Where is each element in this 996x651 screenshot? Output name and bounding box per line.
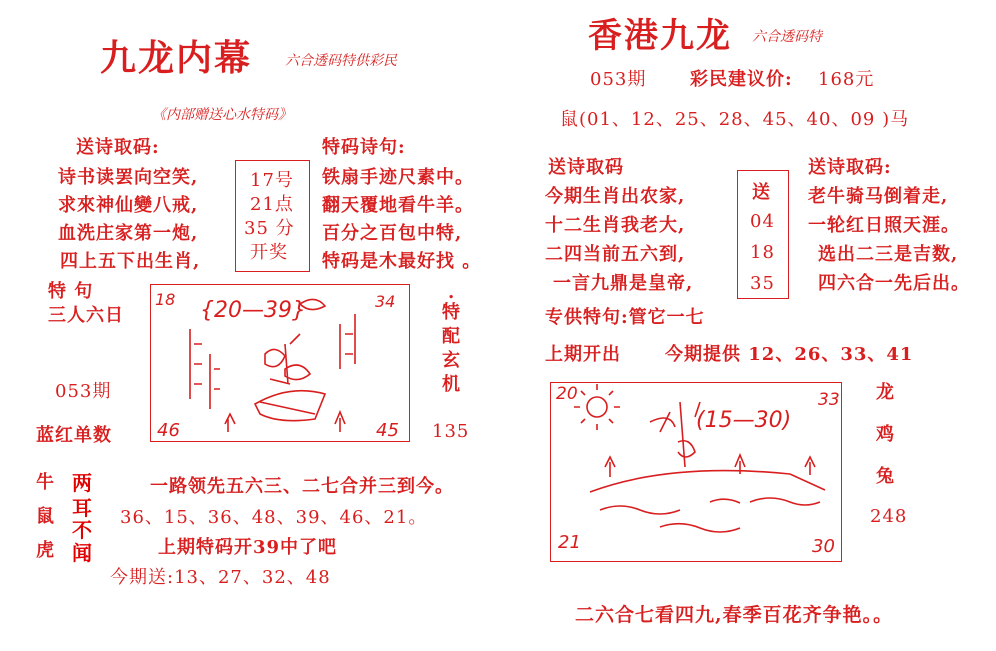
tema-line: 特码是木最好找 。	[322, 251, 482, 272]
last-open-label: 上期开出	[545, 344, 621, 365]
schedule-line: 21点	[250, 194, 294, 215]
right-subtitle: 六合透码特	[752, 29, 822, 45]
send-box-item: 04	[750, 211, 775, 232]
left-poem-line: 求來神仙變八戒,	[58, 195, 199, 216]
left-poem-line: 血洗庄家第一炮,	[58, 223, 199, 244]
right-col-char: 机	[442, 374, 461, 395]
left-issue: 053期	[55, 381, 112, 402]
left-poem-header: 送诗取码:	[76, 137, 160, 158]
special-line: 专供特句:管它一七	[545, 307, 705, 328]
tema-header: 特码诗句:	[322, 137, 406, 158]
tema-line: 百分之百包中特,	[322, 223, 463, 244]
red-char: 不	[72, 518, 92, 542]
right-col-char: 鸡	[876, 424, 895, 445]
right-poem-line: 一言九鼎是皇帝,	[553, 273, 694, 294]
right-col-char: 玄	[442, 350, 461, 371]
drawing-number: 21	[558, 532, 581, 553]
special-text: 三人六日	[48, 305, 124, 326]
right-title: 香港九龙	[588, 16, 732, 56]
left-bottom-line: 一路领先五六三、二七合并三到今。	[150, 476, 454, 497]
left-poem-line: 四上五下出生肖,	[60, 251, 201, 272]
right-poem-header: 送诗取码:	[808, 157, 892, 178]
left-right-number: 135	[432, 421, 470, 442]
zodiac-row: 鼠(01、12、25、28、45、40、09 )马	[560, 109, 910, 130]
drawing-number: 30	[812, 536, 835, 557]
left-bottom-line: 上期特码开39中了吧	[158, 537, 338, 558]
right-col-char: .	[448, 282, 456, 303]
send-box-item: 送	[752, 182, 771, 203]
drawing-number: 46	[157, 420, 180, 441]
right-sketch-illustration	[550, 382, 840, 560]
right-poem-line: 一轮红日照天涯。	[808, 215, 960, 236]
schedule-line: 开奖	[250, 242, 288, 263]
schedule-line: 35 分	[244, 218, 295, 239]
right-poem-line: 二四当前五六到,	[545, 244, 686, 265]
right-col-char: 特	[442, 302, 461, 323]
right-poem-line: 选出二三是吉数,	[818, 244, 959, 265]
schedule-line: 17号	[250, 170, 294, 191]
drawing-range: (15—30)	[696, 408, 792, 433]
right-poem-header: 送诗取码	[548, 157, 624, 178]
left-title: 九龙内幕	[100, 37, 253, 79]
right-poem-line: 今期生肖出农家,	[545, 186, 686, 207]
tema-line: 铁扇手迹尺素中。	[322, 167, 474, 188]
color-label: 蓝红单数	[36, 425, 112, 446]
send-box-item: 18	[750, 242, 775, 263]
right-right-number: 248	[870, 506, 908, 527]
drawing-number: 20	[556, 384, 578, 404]
drawing-number: 33	[818, 390, 840, 410]
special-label: 特 句	[48, 281, 94, 302]
red-char: 耳	[72, 496, 92, 520]
zodiac-char: 虎	[36, 540, 55, 561]
zodiac-char: 牛	[36, 472, 55, 493]
right-col-char: 兔	[876, 466, 895, 487]
provide-line: 今期提供 12、26、33、41	[665, 344, 914, 365]
red-char: 闻	[72, 541, 92, 565]
right-poem-line: 四六合一先后出。	[818, 273, 970, 294]
right-col-char: 龙	[876, 382, 895, 403]
right-col-char: 配	[442, 326, 461, 347]
left-banner: 《内部赠送心水特码》	[152, 107, 292, 123]
drawing-range: {20—39}	[200, 298, 306, 323]
price-value: 168元	[818, 69, 875, 90]
red-char: 两	[72, 471, 92, 495]
left-subtitle: 六合透码特供彩民	[285, 53, 397, 69]
right-issue: 053期	[590, 69, 647, 90]
send-box-item: 35	[750, 273, 775, 294]
price-label: 彩民建议价:	[690, 69, 793, 90]
zodiac-char: 鼠	[36, 506, 55, 527]
tema-line: 翻天覆地看牛羊。	[322, 195, 474, 216]
drawing-number: 34	[375, 292, 396, 311]
left-bottom-line: 36、15、36、48、39、46、21。	[120, 507, 428, 528]
drawing-number: 45	[376, 420, 399, 441]
right-bottom-line: 二六合七看四九,春季百花齐争艳。。	[575, 604, 894, 626]
left-bottom-line: 今期送:13、27、32、48	[110, 567, 331, 588]
right-poem-line: 十二生肖我老大,	[545, 215, 686, 236]
right-poem-line: 老牛骑马倒着走,	[808, 186, 949, 207]
drawing-number: 18	[155, 290, 176, 309]
left-poem-line: 诗书读罢向空笑,	[58, 167, 199, 188]
left-sketch-illustration	[150, 284, 408, 440]
